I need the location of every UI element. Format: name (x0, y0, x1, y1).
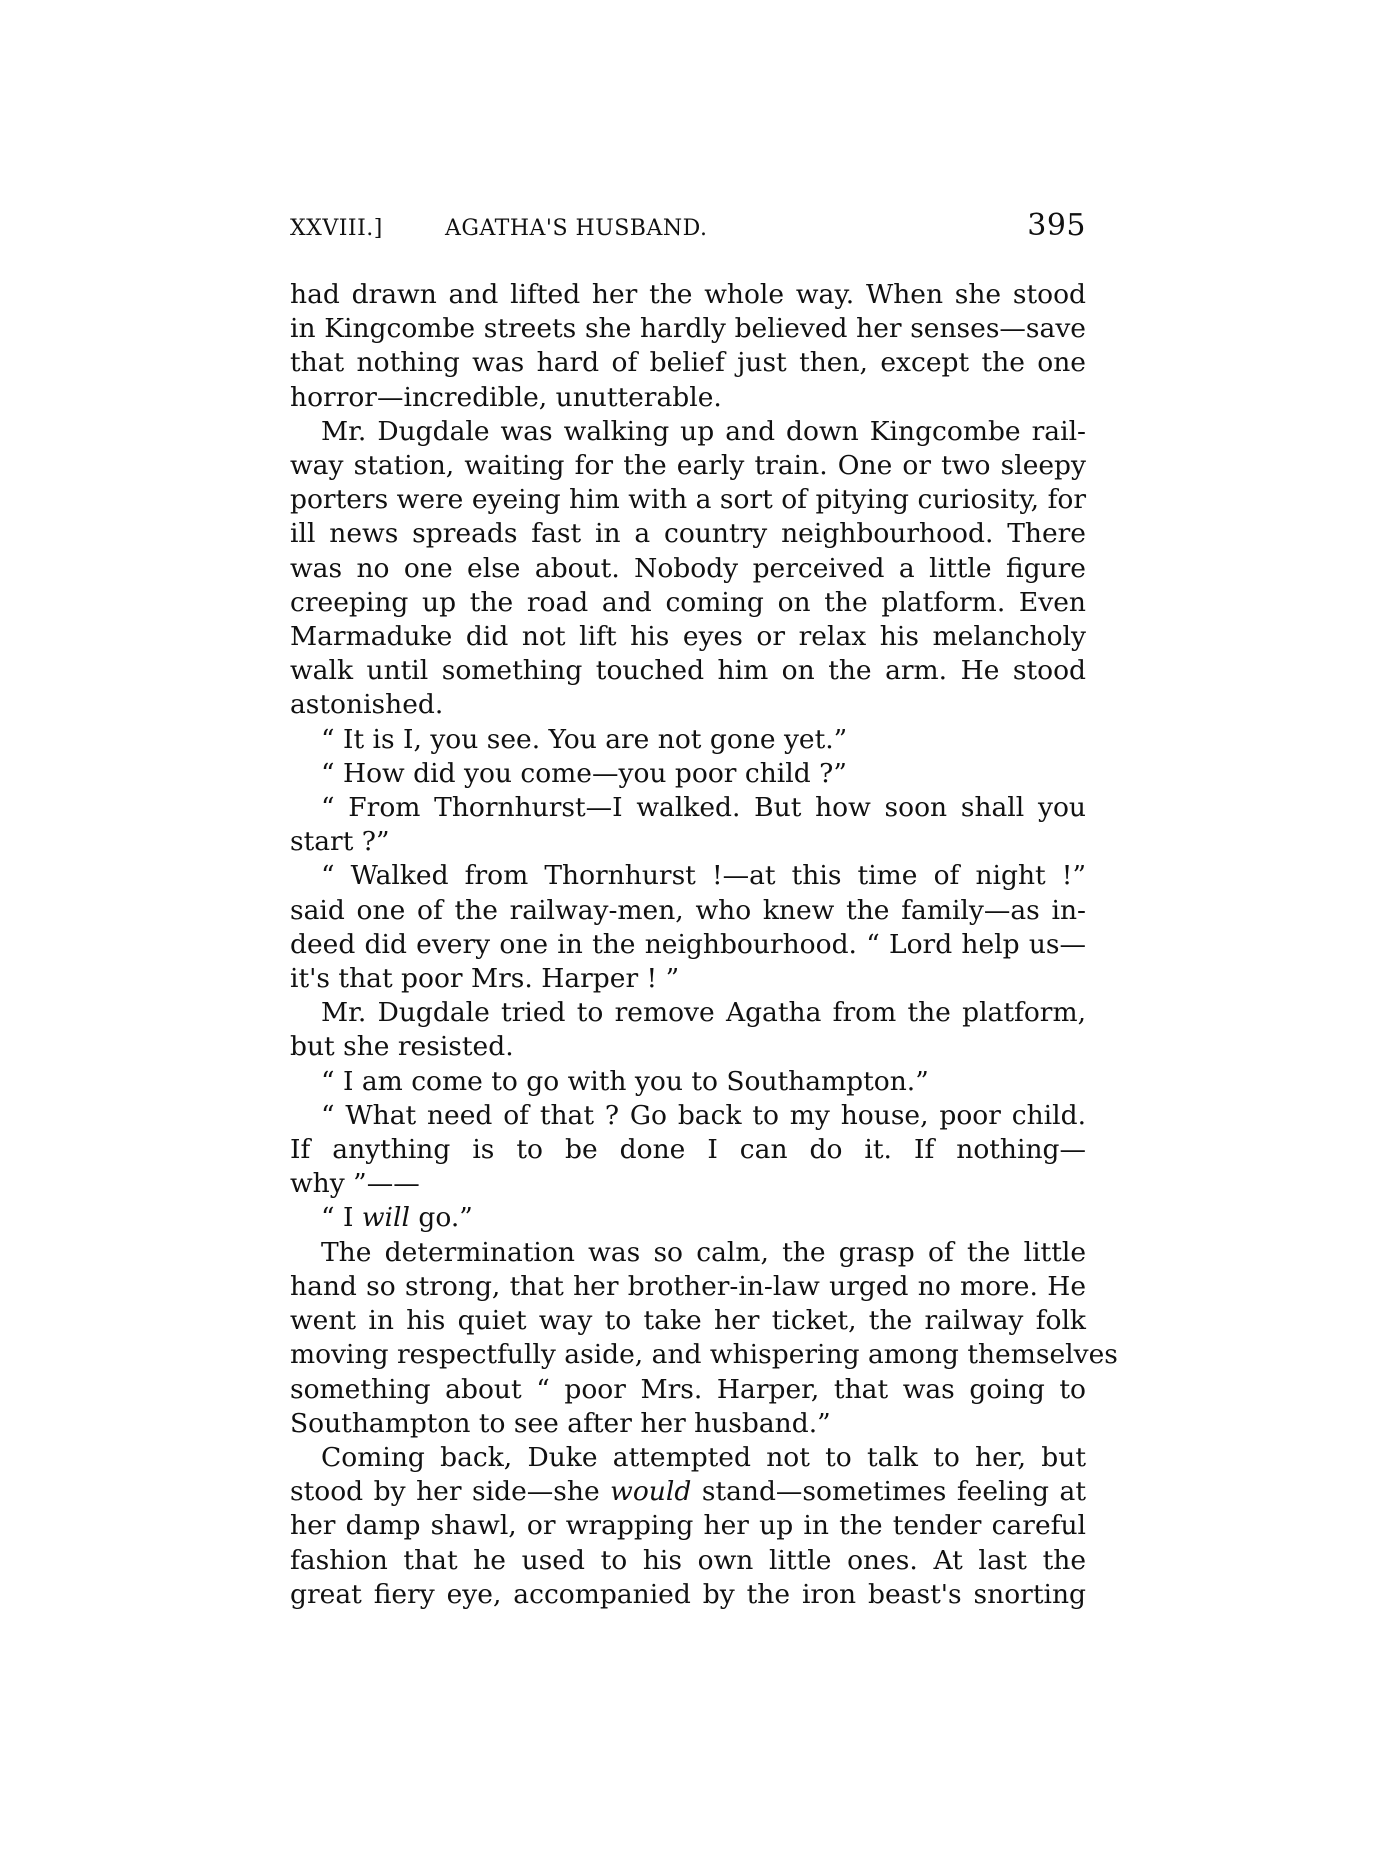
text-segment: stood by her side—she (290, 1476, 611, 1508)
text-line: went in his quiet way to take her ticket, the railway folk (290, 1305, 1086, 1337)
running-header (290, 208, 1086, 248)
text-line: “ From Thornhurst—I walked. But how soon shall you (321, 792, 1086, 824)
text-line: said one of the railway-men, who knew the family—as in- (290, 894, 1086, 926)
text-line: but she resisted. (290, 1031, 514, 1063)
text-line: great fiery eye, accompanied by the iron beast's snorting (290, 1578, 1086, 1610)
text-line: why ”—— (290, 1168, 420, 1200)
text-line (290, 1201, 1086, 1235)
text-line: in Kingcombe streets she hardly believed her senses—save (290, 313, 1086, 345)
text-line: Southampton to see after her husband.” (290, 1407, 831, 1439)
text-line: Coming back, Duke attempted not to talk to her, but (321, 1441, 1086, 1473)
text-segment: stand—sometimes feeling at (691, 1476, 1086, 1508)
text-line: walk until something touched him on the arm. He stood (290, 655, 1086, 687)
text-line: Marmaduke did not lift his eyes or relax his melancholy (290, 621, 1086, 653)
text-line: astonished. (290, 689, 444, 721)
text-line: ill news spreads fast in a country neighbourhood. There (290, 518, 1086, 550)
text-line: “ What need of that ? Go back to my house, poor child. (321, 1099, 1086, 1131)
text-line: horror—incredible, unutterable. (290, 381, 722, 413)
text-line: “ Walked from Thornhurst !—at this time of night !” (321, 860, 1086, 892)
book-page (290, 208, 1118, 1612)
text-line: that nothing was hard of belief just then, except the one (290, 347, 1086, 379)
text-line: had drawn and lifted her the whole way. When she stood (290, 279, 1086, 310)
body-text (290, 278, 1118, 1612)
text-line: If anything is to be done I can do it. If nothing— (290, 1134, 1086, 1166)
text-line: hand so strong, that her brother-in-law urged no more. He (290, 1270, 1086, 1302)
text-line: it's that poor Mrs. Harper ! ” (290, 963, 680, 995)
text-segment: “ I (321, 1202, 362, 1234)
text-line: moving respectfully aside, and whispering among themselves (290, 1339, 1118, 1371)
emphasis-text: will (361, 1202, 410, 1234)
text-line: start ?” (290, 826, 390, 858)
text-line: deed did every one in the neighbourhood. “ Lord help us— (290, 928, 1086, 960)
text-line (290, 1475, 1086, 1509)
text-line: something about “ poor Mrs. Harper, that was going to (290, 1373, 1086, 1405)
text-line: way station, waiting for the early train. One or two sleepy (290, 450, 1086, 482)
text-line: Mr. Dugdale was walking up and down Kingcombe rail- (321, 415, 1086, 447)
text-segment: go.” (409, 1202, 473, 1234)
text-line: “ How did you come—you poor child ?” (321, 757, 847, 789)
chapter-number: XXVIII.] (290, 216, 383, 241)
text-line: “ I am come to go with you to Southampton.” (321, 1065, 929, 1097)
emphasis-text: would (610, 1476, 692, 1508)
text-line: porters were eyeing him with a sort of pitying curiosity, for (290, 484, 1086, 516)
text-line: was no one else about. Nobody perceived a little figure (290, 552, 1086, 584)
text-line: The determination was so calm, the grasp of the little (321, 1236, 1086, 1268)
text-line: fashion that he used to his own little ones. At last the (290, 1544, 1086, 1576)
text-line: her damp shawl, or wrapping her up in the tender careful (290, 1510, 1086, 1542)
text-line: “ It is I, you see. You are not gone yet.” (321, 723, 848, 755)
running-title: AGATHA'S HUSBAND. (445, 216, 708, 241)
text-line: creeping up the road and coming on the platform. Even (290, 586, 1086, 618)
text-line: Mr. Dugdale tried to remove Agatha from the platform, (321, 997, 1086, 1029)
page-number: 395 (1027, 208, 1086, 243)
